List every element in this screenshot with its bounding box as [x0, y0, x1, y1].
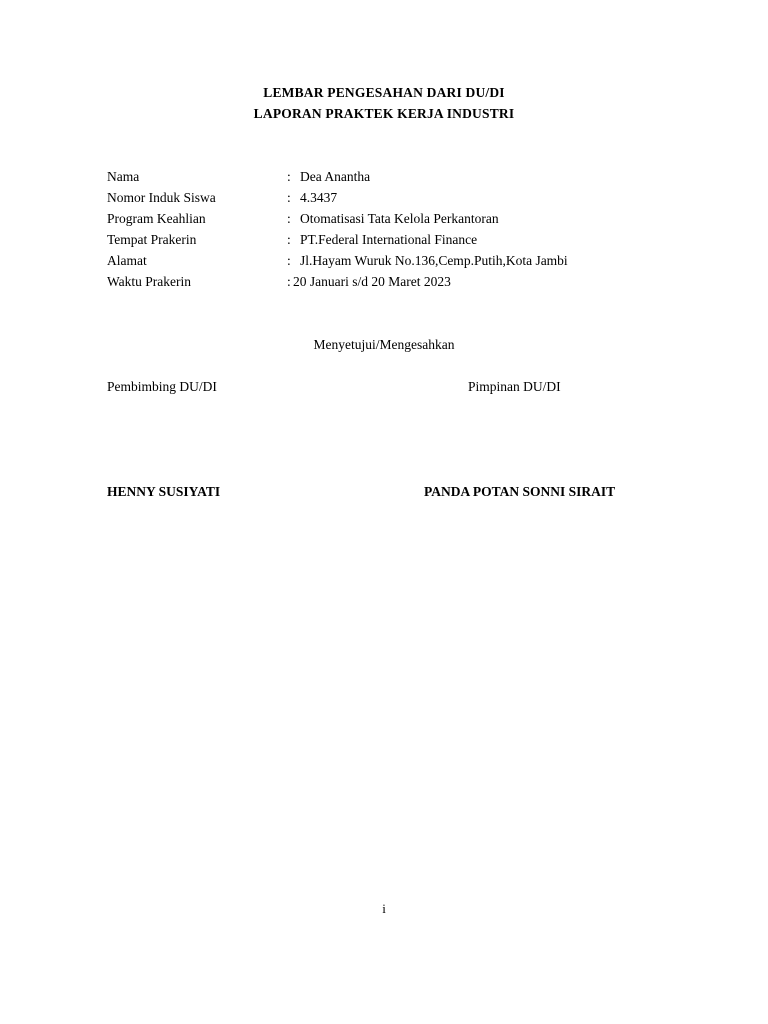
- info-label: Waktu Prakerin: [107, 274, 192, 289]
- info-value: Jl.Hayam Wuruk No.136,Cemp.Putih,Kota Jambi: [300, 253, 568, 268]
- signature-name-head: PANDA POTAN SONNI SIRAIT: [424, 484, 616, 499]
- info-separator: :: [287, 274, 291, 289]
- info-label: Alamat: [107, 253, 147, 268]
- info-value: Dea Anantha: [300, 169, 371, 184]
- signature-role-supervisor: Pembimbing DU/DI: [107, 379, 217, 394]
- approval-heading: Menyetujui/Mengesahkan: [313, 337, 455, 352]
- info-value: 20 Januari s/d 20 Maret 2023: [293, 274, 451, 289]
- info-label: Nama: [107, 169, 140, 184]
- info-value: 4.3437: [300, 190, 338, 205]
- page-number: i: [382, 901, 386, 916]
- info-value: PT.Federal International Finance: [300, 232, 478, 247]
- info-label: Tempat Prakerin: [107, 232, 197, 247]
- signature-role-head: Pimpinan DU/DI: [468, 379, 561, 394]
- info-value: Otomatisasi Tata Kelola Perkantoran: [300, 211, 499, 226]
- info-separator: :: [287, 190, 291, 205]
- info-separator: :: [287, 253, 291, 268]
- info-label: Nomor Induk Siswa: [107, 190, 216, 205]
- info-label: Program Keahlian: [107, 211, 206, 226]
- info-separator: :: [287, 169, 291, 184]
- document-title-line-1: LEMBAR PENGESAHAN DARI DU/DI: [263, 85, 505, 100]
- info-separator: :: [287, 232, 291, 247]
- signature-name-supervisor: HENNY SUSIYATI: [107, 484, 221, 499]
- info-separator: :: [287, 211, 291, 226]
- document-title-line-2: LAPORAN PRAKTEK KERJA INDUSTRI: [253, 106, 515, 121]
